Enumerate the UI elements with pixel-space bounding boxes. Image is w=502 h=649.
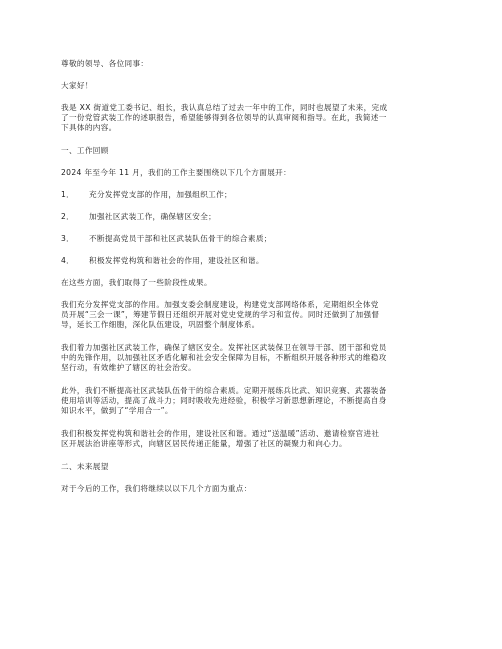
paragraph-line: 我们充分发挥党支部的作用。加强支委会制度建设，构建党支部网络体系，定期组织全体党 bbox=[61, 300, 379, 309]
list-number: 4． bbox=[61, 256, 75, 265]
list-item bbox=[61, 234, 450, 244]
paragraph-line: 员开展“三会一课”，筹建节假日还组织开展对党史党规的学习和宣传。同时还做到了加强督 bbox=[61, 310, 380, 319]
section-lead-outlook: 对于今后的工作，我们将继续以以下几个方面为重点： bbox=[61, 484, 252, 493]
paragraph-line: 区开展法治讲座等形式，向辖区居民传递正能量，增强了社区的凝聚力和向心力。 bbox=[61, 439, 347, 448]
paragraph-line: 此外，我们不断提高社区武装队伍骨干的综合素质。定期开展练兵比武、知识竞赛、武器装备 bbox=[61, 386, 387, 395]
paragraph-community-armed bbox=[61, 343, 450, 373]
paragraph-line: 我们着力加强社区武装工作，确保了辖区安全。发挥社区武装保卫在领导干部、团干部和党员 bbox=[61, 343, 387, 352]
section-heading-review: 一、工作回顾 bbox=[61, 146, 109, 155]
paragraph-party-branch bbox=[61, 300, 450, 330]
list-text: 充分发挥党支部的作用，加强组织工作； bbox=[89, 190, 232, 199]
list-number: 2． bbox=[61, 212, 75, 221]
achievements-line: 在这些方面，我们取得了一些阶段性成果。 bbox=[61, 278, 212, 287]
intro-line: 了一份党管武装工作的述职报告，希望能够得到各位领导的认真审阅和指导。在此，我简述一 bbox=[61, 113, 387, 122]
intro-line: 下具体的内容。 bbox=[61, 123, 117, 132]
list-number: 1． bbox=[61, 190, 75, 199]
salutation: 尊敬的领导、各位同事： bbox=[61, 59, 149, 68]
section-lead-review: 2024 年至今年 11 月，我们的工作主要围绕以下几个方面展开： bbox=[61, 168, 292, 177]
list-number: 3． bbox=[61, 234, 75, 243]
greeting: 大家好！ bbox=[61, 81, 93, 90]
list-item bbox=[61, 256, 450, 266]
section-heading-outlook: 二、未来展望 bbox=[61, 462, 109, 471]
paragraph-line: 坚行动，有效维护了辖区的社会治安。 bbox=[61, 363, 197, 372]
list-text: 不断提高党员干部和社区武装队伍骨干的综合素质； bbox=[89, 234, 272, 243]
list-text: 加强社区武装工作，确保辖区安全； bbox=[89, 212, 217, 221]
paragraph-harmony bbox=[61, 429, 450, 449]
paragraph-line: 使用培训等活动，提高了战斗力；同时吸收先进经验，积极学习新思想新理论，不断提高自身 bbox=[61, 396, 387, 405]
paragraph-line: 中的先锋作用，以加强社区矛盾化解和社会安全保障为目标，不断组织开展各种形式的维稳攻 bbox=[61, 353, 387, 362]
paragraph-team-quality bbox=[61, 386, 450, 416]
intro-line: 我是 XX 街道党工委书记、组长，我认真总结了过去一年中的工作，同时也展望了未来，完成 bbox=[61, 103, 388, 112]
list-item bbox=[61, 190, 450, 200]
intro-paragraph bbox=[61, 103, 450, 133]
list-text: 积极发挥党构筑和谐社会的作用，建设社区和谐。 bbox=[89, 256, 264, 265]
list-item bbox=[61, 212, 450, 222]
paragraph-line: 知识水平，做到了“学用合一”。 bbox=[61, 406, 173, 415]
paragraph-line: 导，延长工作细胞，深化队伍建设，巩固整个制度体系。 bbox=[61, 320, 260, 329]
paragraph-line: 我们积极发挥党构筑和谐社会的作用，建设社区和谐。通过“送温暖”活动、邀请检察官进社 bbox=[61, 429, 380, 438]
